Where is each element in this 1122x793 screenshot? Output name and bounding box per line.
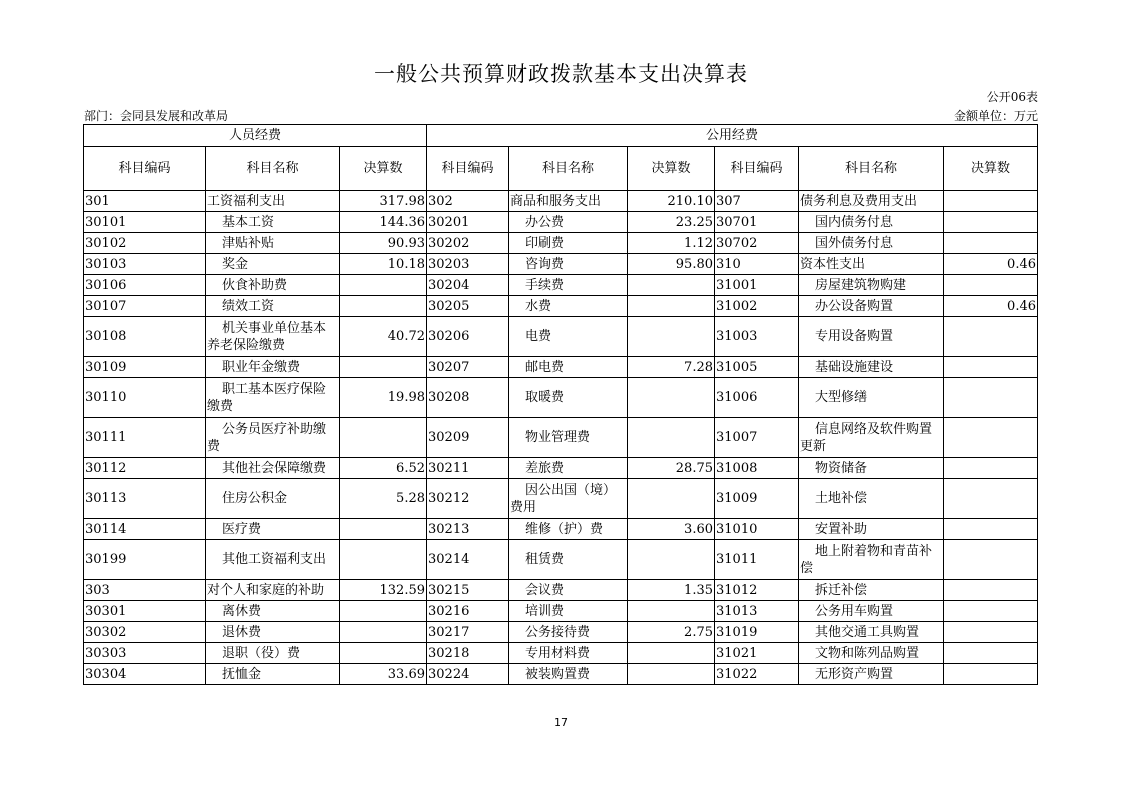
- amount-cell: [628, 664, 715, 685]
- code-cell: 31013: [715, 601, 799, 622]
- amount-cell: 10.18: [340, 254, 427, 275]
- name-cell: 职业年金缴费: [206, 357, 340, 378]
- code-cell: 302: [427, 191, 509, 212]
- group-header-public: 公用经费: [427, 125, 1038, 147]
- code-cell: 307: [715, 191, 799, 212]
- name-cell: 其他工资福利支出: [206, 540, 340, 580]
- table-row: [84, 622, 1038, 643]
- name-cell: 津贴补贴: [206, 233, 340, 254]
- amount-cell: 23.25: [628, 212, 715, 233]
- name-cell: 邮电费: [509, 357, 628, 378]
- name-cell: 其他社会保障缴费: [206, 458, 340, 479]
- column-header-name: 科目名称: [509, 147, 628, 191]
- name-cell: 手续费: [509, 275, 628, 296]
- name-cell: 公务用车购置: [799, 601, 944, 622]
- name-cell: 土地补偿: [799, 479, 944, 519]
- table-row: [84, 275, 1038, 296]
- table-row: [84, 317, 1038, 357]
- amount-cell: [340, 418, 427, 458]
- amount-cell: 33.69: [340, 664, 427, 685]
- group-header-personnel: 人员经费: [84, 125, 427, 147]
- table-row: [84, 212, 1038, 233]
- name-cell: 租赁费: [509, 540, 628, 580]
- name-cell: 物业管理费: [509, 418, 628, 458]
- name-cell: 退职（役）费: [206, 643, 340, 664]
- amount-cell: [944, 275, 1038, 296]
- code-cell: 30304: [84, 664, 206, 685]
- table-row: [84, 378, 1038, 418]
- code-cell: 30106: [84, 275, 206, 296]
- amount-cell: [340, 519, 427, 540]
- name-cell: 基础设施建设: [799, 357, 944, 378]
- amount-cell: [628, 540, 715, 580]
- name-cell: 取暖费: [509, 378, 628, 418]
- name-cell: 信息网络及软件购置更新: [799, 418, 944, 458]
- amount-cell: [944, 601, 1038, 622]
- amount-cell: 210.10: [628, 191, 715, 212]
- amount-cell: [628, 601, 715, 622]
- name-cell: 抚恤金: [206, 664, 340, 685]
- code-cell: 30107: [84, 296, 206, 317]
- code-cell: 30212: [427, 479, 509, 519]
- amount-cell: 317.98: [340, 191, 427, 212]
- code-cell: 30208: [427, 378, 509, 418]
- code-cell: 31012: [715, 580, 799, 601]
- amount-cell: [628, 275, 715, 296]
- table-row: [84, 254, 1038, 275]
- page-number: 17: [554, 716, 568, 729]
- amount-cell: 0.46: [944, 296, 1038, 317]
- code-cell: 30213: [427, 519, 509, 540]
- amount-cell: 90.93: [340, 233, 427, 254]
- name-cell: 职工基本医疗保险缴费: [206, 378, 340, 418]
- table-row: [84, 458, 1038, 479]
- form-number: 公开06表: [986, 90, 1038, 104]
- expenditure-table: [83, 124, 1038, 685]
- code-cell: 31019: [715, 622, 799, 643]
- amount-cell: [944, 622, 1038, 643]
- name-cell: 伙食补助费: [206, 275, 340, 296]
- code-cell: 30199: [84, 540, 206, 580]
- amount-cell: [628, 317, 715, 357]
- code-cell: 30109: [84, 357, 206, 378]
- name-cell: 会议费: [509, 580, 628, 601]
- amount-cell: [944, 357, 1038, 378]
- code-cell: 301: [84, 191, 206, 212]
- column-header-row: [84, 147, 1038, 191]
- amount-cell: [944, 580, 1038, 601]
- amount-cell: [944, 458, 1038, 479]
- name-cell: 办公设备购置: [799, 296, 944, 317]
- table-row: [84, 601, 1038, 622]
- name-cell: 债务利息及费用支出: [799, 191, 944, 212]
- name-cell: 绩效工资: [206, 296, 340, 317]
- code-cell: 31005: [715, 357, 799, 378]
- name-cell: 机关事业单位基本养老保险缴费: [206, 317, 340, 357]
- amount-cell: 5.28: [340, 479, 427, 519]
- amount-cell: [944, 519, 1038, 540]
- amount-cell: 2.75: [628, 622, 715, 643]
- name-cell: 专用材料费: [509, 643, 628, 664]
- amount-cell: [944, 212, 1038, 233]
- name-cell: 房屋建筑物购建: [799, 275, 944, 296]
- name-cell: 专用设备购置: [799, 317, 944, 357]
- name-cell: 安置补助: [799, 519, 944, 540]
- code-cell: 310: [715, 254, 799, 275]
- code-cell: 30201: [427, 212, 509, 233]
- code-cell: 30217: [427, 622, 509, 643]
- code-cell: 30209: [427, 418, 509, 458]
- code-cell: 31003: [715, 317, 799, 357]
- amount-cell: 132.59: [340, 580, 427, 601]
- amount-cell: [628, 643, 715, 664]
- amount-cell: [944, 378, 1038, 418]
- department-label: 部门：会同县发展和改革局: [84, 109, 229, 123]
- code-cell: 30702: [715, 233, 799, 254]
- code-cell: 31021: [715, 643, 799, 664]
- table-row: [84, 418, 1038, 458]
- unit-label: 金额单位：万元: [953, 109, 1038, 123]
- amount-cell: [944, 540, 1038, 580]
- name-cell: 对个人和家庭的补助: [206, 580, 340, 601]
- amount-cell: 1.35: [628, 580, 715, 601]
- name-cell: 其他交通工具购置: [799, 622, 944, 643]
- name-cell: 奖金: [206, 254, 340, 275]
- amount-cell: 0.46: [944, 254, 1038, 275]
- page-title: 一般公共预算财政拨款基本支出决算表: [374, 62, 748, 86]
- name-cell: 公务接待费: [509, 622, 628, 643]
- table-row: [84, 519, 1038, 540]
- code-cell: 30214: [427, 540, 509, 580]
- amount-cell: [340, 540, 427, 580]
- column-header-amount: 决算数: [628, 147, 715, 191]
- name-cell: 公务员医疗补助缴费: [206, 418, 340, 458]
- name-cell: 工资福利支出: [206, 191, 340, 212]
- name-cell: 国内债务付息: [799, 212, 944, 233]
- name-cell: 住房公积金: [206, 479, 340, 519]
- table-row: [84, 540, 1038, 580]
- amount-cell: 40.72: [340, 317, 427, 357]
- column-header-name: 科目名称: [206, 147, 340, 191]
- table-row: [84, 191, 1038, 212]
- amount-cell: 7.28: [628, 357, 715, 378]
- amount-cell: [944, 418, 1038, 458]
- amount-cell: [340, 357, 427, 378]
- name-cell: 被装购置费: [509, 664, 628, 685]
- amount-cell: [628, 296, 715, 317]
- amount-cell: 144.36: [340, 212, 427, 233]
- amount-cell: [944, 191, 1038, 212]
- code-cell: 303: [84, 580, 206, 601]
- code-cell: 30112: [84, 458, 206, 479]
- column-header-code: 科目编码: [84, 147, 206, 191]
- amount-cell: [628, 418, 715, 458]
- name-cell: 印刷费: [509, 233, 628, 254]
- code-cell: 30211: [427, 458, 509, 479]
- amount-cell: [944, 664, 1038, 685]
- name-cell: 离休费: [206, 601, 340, 622]
- code-cell: 30202: [427, 233, 509, 254]
- amount-cell: [628, 479, 715, 519]
- table-row: [84, 296, 1038, 317]
- amount-cell: 28.75: [628, 458, 715, 479]
- code-cell: 31011: [715, 540, 799, 580]
- table-row: [84, 580, 1038, 601]
- name-cell: 资本性支出: [799, 254, 944, 275]
- code-cell: 30216: [427, 601, 509, 622]
- name-cell: 商品和服务支出: [509, 191, 628, 212]
- name-cell: 退休费: [206, 622, 340, 643]
- code-cell: 31008: [715, 458, 799, 479]
- code-cell: 31022: [715, 664, 799, 685]
- amount-cell: [340, 275, 427, 296]
- code-cell: 31001: [715, 275, 799, 296]
- name-cell: 拆迁补偿: [799, 580, 944, 601]
- amount-cell: [628, 378, 715, 418]
- code-cell: 30303: [84, 643, 206, 664]
- column-header-amount: 决算数: [340, 147, 427, 191]
- name-cell: 维修（护）费: [509, 519, 628, 540]
- table-row: [84, 357, 1038, 378]
- code-cell: 31002: [715, 296, 799, 317]
- name-cell: 物资储备: [799, 458, 944, 479]
- column-header-name: 科目名称: [799, 147, 944, 191]
- code-cell: 30203: [427, 254, 509, 275]
- code-cell: 30111: [84, 418, 206, 458]
- table-row: [84, 233, 1038, 254]
- code-cell: 30302: [84, 622, 206, 643]
- amount-cell: 95.80: [628, 254, 715, 275]
- name-cell: 文物和陈列品购置: [799, 643, 944, 664]
- code-cell: 30204: [427, 275, 509, 296]
- code-cell: 30114: [84, 519, 206, 540]
- code-cell: 31007: [715, 418, 799, 458]
- amount-cell: [340, 643, 427, 664]
- name-cell: 咨询费: [509, 254, 628, 275]
- group-header-row: [84, 125, 1038, 147]
- name-cell: 差旅费: [509, 458, 628, 479]
- amount-cell: 1.12: [628, 233, 715, 254]
- column-header-code: 科目编码: [715, 147, 799, 191]
- name-cell: 电费: [509, 317, 628, 357]
- code-cell: 30207: [427, 357, 509, 378]
- code-cell: 30101: [84, 212, 206, 233]
- name-cell: 医疗费: [206, 519, 340, 540]
- column-header-amount: 决算数: [944, 147, 1038, 191]
- name-cell: 办公费: [509, 212, 628, 233]
- name-cell: 基本工资: [206, 212, 340, 233]
- code-cell: 30215: [427, 580, 509, 601]
- code-cell: 30701: [715, 212, 799, 233]
- amount-cell: 3.60: [628, 519, 715, 540]
- code-cell: 30102: [84, 233, 206, 254]
- code-cell: 30110: [84, 378, 206, 418]
- code-cell: 30113: [84, 479, 206, 519]
- amount-cell: [340, 601, 427, 622]
- amount-cell: [340, 622, 427, 643]
- table-row: [84, 479, 1038, 519]
- code-cell: 31009: [715, 479, 799, 519]
- name-cell: 大型修缮: [799, 378, 944, 418]
- name-cell: 培训费: [509, 601, 628, 622]
- name-cell: 因公出国（境）费用: [509, 479, 628, 519]
- code-cell: 30301: [84, 601, 206, 622]
- amount-cell: [944, 643, 1038, 664]
- amount-cell: 6.52: [340, 458, 427, 479]
- name-cell: 无形资产购置: [799, 664, 944, 685]
- code-cell: 30205: [427, 296, 509, 317]
- amount-cell: [340, 296, 427, 317]
- code-cell: 30103: [84, 254, 206, 275]
- table-row: [84, 643, 1038, 664]
- code-cell: 30108: [84, 317, 206, 357]
- table-row: [84, 664, 1038, 685]
- code-cell: 31006: [715, 378, 799, 418]
- name-cell: 地上附着物和青苗补偿: [799, 540, 944, 580]
- amount-cell: 19.98: [340, 378, 427, 418]
- name-cell: 水费: [509, 296, 628, 317]
- amount-cell: [944, 233, 1038, 254]
- column-header-code: 科目编码: [427, 147, 509, 191]
- code-cell: 30218: [427, 643, 509, 664]
- code-cell: 31010: [715, 519, 799, 540]
- amount-cell: [944, 317, 1038, 357]
- amount-cell: [944, 479, 1038, 519]
- code-cell: 30224: [427, 664, 509, 685]
- code-cell: 30206: [427, 317, 509, 357]
- name-cell: 国外债务付息: [799, 233, 944, 254]
